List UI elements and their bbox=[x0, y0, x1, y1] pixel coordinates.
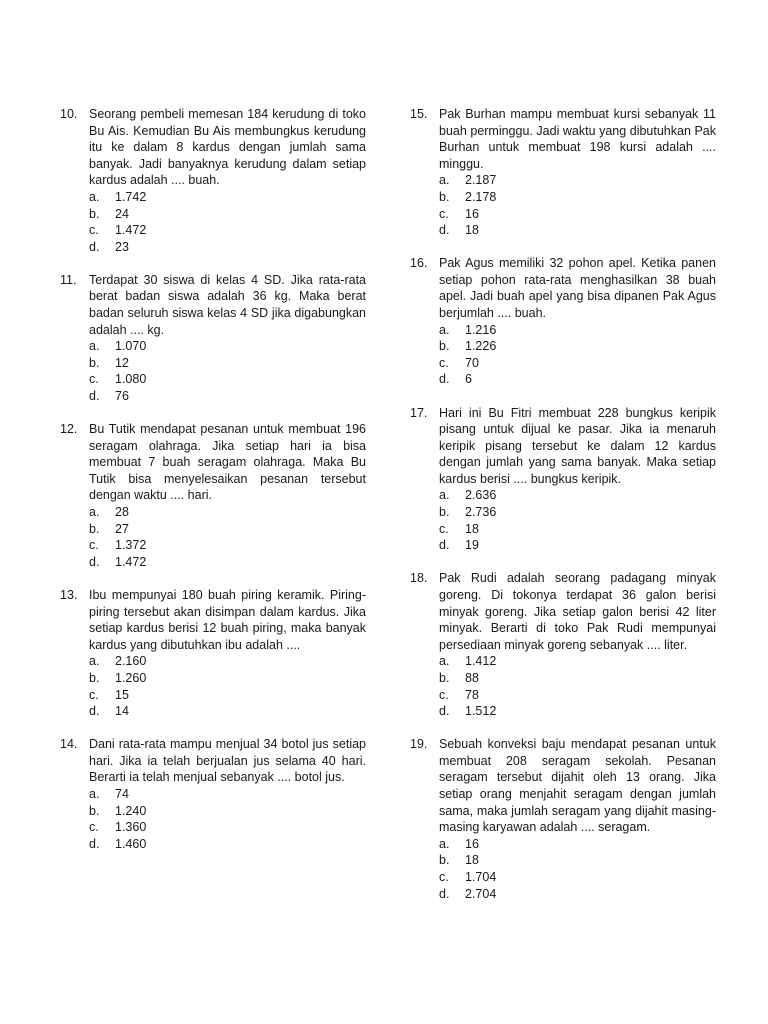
answer-option bbox=[439, 504, 716, 521]
option-letter: a. bbox=[89, 786, 100, 801]
option-value: 1.070 bbox=[115, 339, 147, 354]
answer-option bbox=[439, 172, 716, 189]
option-letter: d. bbox=[439, 704, 450, 719]
option-letter: b. bbox=[439, 505, 450, 520]
question-item bbox=[410, 570, 716, 719]
option-value: 1.360 bbox=[115, 820, 147, 835]
option-value: 1.216 bbox=[465, 322, 497, 337]
answer-option bbox=[89, 189, 366, 206]
option-value: 27 bbox=[115, 521, 129, 536]
answer-option bbox=[439, 487, 716, 504]
question-text: Ibu mempunyai 180 buah piring keramik. Piring-piring tersebut akan disimpan dalam kardus. Jika setiap kardus berisi 12 buah piring, maka banyak kardus yang dibutuhkan ibu adalah .... bbox=[89, 587, 366, 652]
option-value: 1.512 bbox=[465, 704, 497, 719]
option-letter: c. bbox=[439, 869, 449, 884]
option-value: 23 bbox=[115, 239, 129, 254]
answer-option bbox=[439, 886, 716, 903]
option-letter: b. bbox=[439, 189, 450, 204]
option-value: 18 bbox=[465, 853, 479, 868]
answer-option bbox=[439, 338, 716, 355]
option-value: 1.260 bbox=[115, 670, 147, 685]
answer-option bbox=[89, 803, 366, 820]
option-value: 16 bbox=[465, 206, 479, 221]
option-value: 14 bbox=[115, 704, 129, 719]
question-text: Terdapat 30 siswa di kelas 4 SD. Jika rata-rata berat badan siswa adalah 36 kg. Maka berat badan seluruh siswa kelas 4 SD jika digabungkan adalah .... kg. bbox=[89, 272, 366, 337]
question-item bbox=[410, 736, 716, 902]
answer-option bbox=[89, 222, 366, 239]
answer-option bbox=[89, 670, 366, 687]
option-letter: b. bbox=[89, 803, 100, 818]
option-letter: d. bbox=[439, 538, 450, 553]
option-letter: d. bbox=[439, 886, 450, 901]
answer-option bbox=[439, 521, 716, 538]
option-value: 1.472 bbox=[115, 223, 147, 238]
question-text: Dani rata-rata mampu menjual 34 botol jus setiap hari. Jika ia telah berjualan jus selama 40 hari. Berarti ia telah menjual sebanyak .... botol jus. bbox=[89, 737, 366, 785]
answer-option bbox=[89, 819, 366, 836]
option-value: 2.736 bbox=[465, 505, 497, 520]
option-letter: d. bbox=[89, 836, 100, 851]
question-item bbox=[410, 405, 716, 554]
answer-option bbox=[439, 653, 716, 670]
answer-options bbox=[439, 322, 716, 388]
option-letter: b. bbox=[89, 206, 100, 221]
answer-option bbox=[89, 355, 366, 372]
question-number: 13. bbox=[60, 587, 78, 602]
option-letter: c. bbox=[89, 820, 99, 835]
answer-option bbox=[439, 836, 716, 853]
option-letter: b. bbox=[439, 339, 450, 354]
option-value: 28 bbox=[115, 505, 129, 520]
question-number: 15. bbox=[410, 107, 428, 121]
option-value: 78 bbox=[465, 687, 479, 702]
question-item bbox=[410, 106, 716, 239]
question-number: 18. bbox=[410, 571, 428, 586]
right-column bbox=[410, 106, 716, 919]
question-number: 14. bbox=[60, 737, 78, 752]
question-number: 16. bbox=[410, 256, 428, 271]
question-text: Bu Tutik mendapat pesanan untuk membuat 196 seragam olahraga. Jika setiap hari ia bisa membuat 7 buah seragam olahraga. Maka Bu Tutik bisa menyelesaikan pesanan tersebut dengan waktu .... hari. bbox=[89, 422, 366, 503]
option-value: 16 bbox=[465, 836, 479, 851]
question-item bbox=[60, 587, 366, 720]
option-value: 24 bbox=[115, 206, 129, 221]
answer-option bbox=[89, 687, 366, 704]
option-letter: d. bbox=[439, 372, 450, 387]
answer-option bbox=[89, 786, 366, 803]
question-number: 12. bbox=[60, 422, 78, 437]
option-value: 1.742 bbox=[115, 189, 147, 204]
answer-option bbox=[89, 521, 366, 538]
option-value: 2.636 bbox=[465, 488, 497, 503]
option-value: 1.472 bbox=[115, 554, 147, 569]
option-value: 2.160 bbox=[115, 654, 147, 669]
answer-option bbox=[439, 206, 716, 223]
left-column bbox=[60, 106, 366, 869]
answer-option bbox=[439, 189, 716, 206]
answer-option bbox=[439, 371, 716, 388]
option-value: 6 bbox=[465, 372, 472, 387]
option-letter: a. bbox=[439, 173, 450, 188]
option-letter: a. bbox=[439, 836, 450, 851]
option-value: 1.460 bbox=[115, 836, 147, 851]
option-letter: c. bbox=[89, 538, 99, 553]
answer-option bbox=[89, 371, 366, 388]
option-value: 1.372 bbox=[115, 538, 147, 553]
question-item bbox=[60, 106, 366, 255]
answer-option bbox=[439, 537, 716, 554]
option-letter: b. bbox=[89, 670, 100, 685]
option-letter: a. bbox=[89, 654, 100, 669]
answer-options bbox=[89, 189, 366, 255]
answer-option bbox=[89, 836, 366, 853]
answer-option bbox=[89, 653, 366, 670]
option-letter: c. bbox=[89, 372, 99, 387]
option-value: 70 bbox=[465, 355, 479, 370]
option-letter: d. bbox=[439, 223, 450, 238]
answer-option bbox=[439, 222, 716, 239]
answer-options bbox=[439, 836, 716, 902]
option-letter: a. bbox=[439, 654, 450, 669]
answer-option bbox=[89, 703, 366, 720]
option-letter: d. bbox=[89, 554, 100, 569]
question-item bbox=[60, 272, 366, 405]
question-number: 19. bbox=[410, 737, 428, 752]
answer-option bbox=[89, 206, 366, 223]
option-letter: b. bbox=[89, 521, 100, 536]
answer-options bbox=[89, 786, 366, 852]
option-value: 18 bbox=[465, 223, 479, 238]
option-letter: c. bbox=[89, 687, 99, 702]
option-letter: a. bbox=[89, 189, 100, 204]
question-item bbox=[410, 255, 716, 388]
answer-option bbox=[439, 852, 716, 869]
option-letter: a. bbox=[89, 505, 100, 520]
option-letter: a. bbox=[89, 339, 100, 354]
option-value: 1.240 bbox=[115, 803, 147, 818]
question-text: Sebuah konveksi baju mendapat pesanan untuk membuat 208 seragam sekolah. Pesanan seragam tersebut dijahit oleh 13 orang. Jika setiap orang menjahit seragam dengan jumlah sama, maka jumlah seragam yang dijahit masing-masing karyawan adalah .... seragam. bbox=[439, 737, 716, 835]
option-value: 1.704 bbox=[465, 869, 497, 884]
answer-option bbox=[439, 670, 716, 687]
option-value: 88 bbox=[465, 670, 479, 685]
answer-options bbox=[89, 504, 366, 570]
option-value: 19 bbox=[465, 538, 479, 553]
answer-option bbox=[89, 504, 366, 521]
answer-option bbox=[89, 537, 366, 554]
option-value: 12 bbox=[115, 355, 129, 370]
answer-options bbox=[89, 338, 366, 404]
option-value: 2.178 bbox=[465, 189, 497, 204]
question-text: Pak Agus memiliki 32 pohon apel. Ketika panen setiap pohon rata-rata menghasilkan 38 buah apel. Jadi buah apel yang bisa dipanen Pak Agus berjumlah .... buah. bbox=[439, 256, 716, 321]
question-text: Pak Rudi adalah seorang padagang minyak goreng. Di tokonya terdapat 36 galon berisi minyak goreng. Jika setiap galon berisi 42 liter minyak. Berarti di toko Pak Rudi mempunyai persediaan minyak goreng sebanyak .... liter. bbox=[439, 571, 716, 652]
question-item bbox=[60, 736, 366, 852]
option-letter: d. bbox=[89, 389, 100, 403]
question-item bbox=[60, 421, 366, 570]
option-value: 1.226 bbox=[465, 339, 497, 354]
question-number: 17. bbox=[410, 405, 428, 420]
answer-option bbox=[439, 869, 716, 886]
answer-option bbox=[89, 338, 366, 355]
question-text: Hari ini Bu Fitri membuat 228 bungkus keripik pisang untuk dijual ke pasar. Jika ia menaruh keripik pisang tersebut ke dalam 12 kardus dengan jumlah yang sama banyak. Maka setiap kardus berisi .... bungkus keripik. bbox=[439, 405, 716, 486]
option-letter: b. bbox=[439, 853, 450, 868]
option-letter: b. bbox=[439, 670, 450, 685]
answer-option bbox=[89, 388, 366, 405]
option-letter: d. bbox=[89, 239, 100, 254]
option-letter: c. bbox=[439, 206, 449, 221]
option-value: 18 bbox=[465, 521, 479, 536]
option-value: 74 bbox=[115, 786, 129, 801]
option-letter: b. bbox=[89, 355, 100, 370]
answer-option bbox=[89, 554, 366, 571]
answer-option bbox=[439, 687, 716, 704]
option-value: 15 bbox=[115, 687, 129, 702]
option-letter: c. bbox=[439, 355, 449, 370]
answer-options bbox=[439, 653, 716, 719]
answer-option bbox=[439, 322, 716, 339]
option-letter: c. bbox=[439, 687, 449, 702]
answer-options bbox=[89, 653, 366, 719]
answer-option bbox=[439, 355, 716, 372]
answer-options bbox=[439, 487, 716, 553]
answer-option bbox=[89, 239, 366, 256]
option-letter: c. bbox=[89, 223, 99, 238]
option-letter: a. bbox=[439, 488, 450, 503]
answer-options bbox=[439, 172, 716, 238]
option-letter: c. bbox=[439, 521, 449, 536]
option-value: 1.412 bbox=[465, 654, 497, 669]
option-value: 76 bbox=[115, 389, 129, 403]
question-number: 11. bbox=[60, 272, 77, 287]
question-number: 10. bbox=[60, 107, 78, 121]
option-value: 2.187 bbox=[465, 173, 497, 188]
option-value: 1.080 bbox=[115, 372, 147, 387]
option-value: 2.704 bbox=[465, 886, 497, 901]
option-letter: d. bbox=[89, 704, 100, 719]
answer-option bbox=[439, 703, 716, 720]
option-letter: a. bbox=[439, 322, 450, 337]
question-text: Pak Burhan mampu membuat kursi sebanyak 11 buah perminggu. Jadi waktu yang dibutuhkan Pak Burhan untuk membuat 198 kursi adalah .... minggu. bbox=[439, 107, 716, 171]
question-text: Seorang pembeli memesan 184 kerudung di toko Bu Ais. Kemudian Bu Ais membungkus kerudung itu ke dalam 8 kardus dengan jumlah sama banyak. Jadi banyaknya kerudung dalam setiap kardus adalah .... buah. bbox=[89, 107, 366, 188]
